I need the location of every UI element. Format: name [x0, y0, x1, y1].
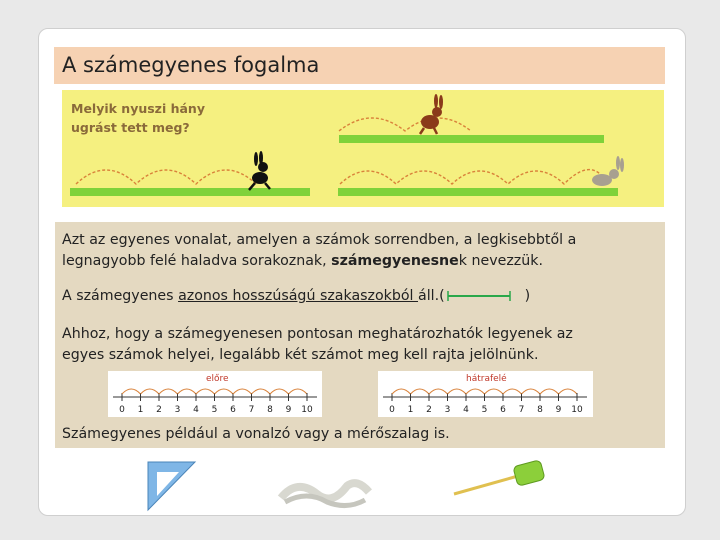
jump-arc: [466, 389, 485, 394]
bottom-left-jump-arcs: [76, 170, 256, 184]
tick-label: 5: [481, 405, 488, 415]
black-rabbit-icon: [249, 151, 270, 190]
tick-label: 9: [285, 405, 292, 415]
number-line-backward-svg: [378, 371, 593, 417]
tape-measure-roll-icon: [277, 472, 372, 512]
jump-arc: [485, 389, 504, 394]
segment-icon: [445, 291, 525, 301]
tick-label: 10: [571, 405, 583, 415]
tick-label: 4: [463, 405, 469, 415]
tick-label: 6: [500, 405, 506, 415]
definition-text-block: [55, 222, 665, 448]
jump-arc: [540, 389, 559, 394]
tick-label: 7: [248, 405, 255, 415]
para2-underlined: azonos hosszúságú szakaszokból: [178, 288, 419, 304]
jump-arc: [289, 389, 308, 394]
tick-label: 3: [444, 405, 451, 415]
para2-start: A számegyenes: [62, 288, 179, 304]
jump-arc: [503, 389, 522, 394]
top-jump-arcs: [339, 118, 471, 131]
jump-arc: [252, 389, 271, 394]
tick-label: 2: [156, 405, 162, 415]
tick-label: 2: [426, 405, 432, 415]
tick-label: 10: [301, 405, 313, 415]
tick-label: 1: [407, 405, 414, 415]
grey-rabbit-icon: [592, 156, 624, 186]
para2-close: ): [524, 288, 531, 304]
bottom-left-ground: [70, 188, 310, 196]
rabbit-scene-svg: [62, 90, 664, 207]
jump-arc: [215, 389, 234, 394]
rabbit-question: Melyik nyuszi hány ugrást tett meg?: [71, 101, 205, 135]
rabbit-illustration: [62, 90, 664, 207]
measuring-tape-icon: [452, 460, 552, 500]
tick-label: 8: [267, 405, 273, 415]
para1-line2-text: legnagyobb felé haladva sorakoznak,: [62, 253, 332, 269]
jump-arc: [196, 389, 215, 394]
bottom-right-ground: [338, 188, 618, 196]
keyword-szamegyenes: számegyenesne: [331, 253, 459, 269]
top-ground: [339, 135, 604, 143]
tick-label: 7: [518, 405, 525, 415]
direction-label: előre: [206, 374, 229, 384]
slide-title: A számegyenes fogalma: [54, 47, 665, 84]
jump-arc: [159, 389, 178, 394]
jump-arc: [141, 389, 160, 394]
jump-arc: [429, 389, 448, 394]
jump-arc: [448, 389, 467, 394]
tick-label: 5: [211, 405, 218, 415]
tick-label: 8: [537, 405, 543, 415]
jump-arc: [522, 389, 541, 394]
triangle-ruler-icon: [147, 460, 197, 512]
para2-mid: áll.(: [418, 288, 445, 304]
tick-label: 0: [389, 405, 395, 415]
number-line-forward-svg: [108, 371, 322, 417]
jump-arc: [392, 389, 411, 394]
direction-label: hátrafelé: [466, 374, 507, 384]
tick-label: 9: [555, 405, 562, 415]
para3-line2: egyes számok helyei, legalább két számot meg kell rajta jelölnünk.: [62, 347, 539, 363]
para1-line1: Azt az egyenes vonalat, amelyen a számok sorrendben, a legkisebbtől a: [62, 232, 577, 248]
jump-arc: [411, 389, 430, 394]
bottom-right-jump-arcs: [340, 170, 602, 184]
tick-label: 4: [193, 405, 199, 415]
jump-arc: [233, 389, 252, 394]
jump-arc: [270, 389, 289, 394]
jump-arc: [178, 389, 197, 394]
para3-line1: Ahhoz, hogy a számegyenesen pontosan meghatározhatók legyenek az: [62, 326, 573, 342]
para1-line2: [62, 253, 543, 269]
tick-label: 6: [230, 405, 236, 415]
tick-label: 3: [174, 405, 181, 415]
para1-line2-end: k nevezzük.: [458, 253, 543, 269]
number-line-forward: [108, 371, 322, 417]
tick-label: 0: [119, 405, 125, 415]
para4: Számegyenes például a vonalzó vagy a mérőszalag is.: [62, 426, 450, 442]
tick-label: 1: [137, 405, 144, 415]
jump-arc: [559, 389, 578, 394]
para2: [62, 288, 530, 304]
jump-arc: [122, 389, 141, 394]
brown-rabbit-icon: [420, 94, 443, 134]
number-line-backward: [378, 371, 593, 417]
